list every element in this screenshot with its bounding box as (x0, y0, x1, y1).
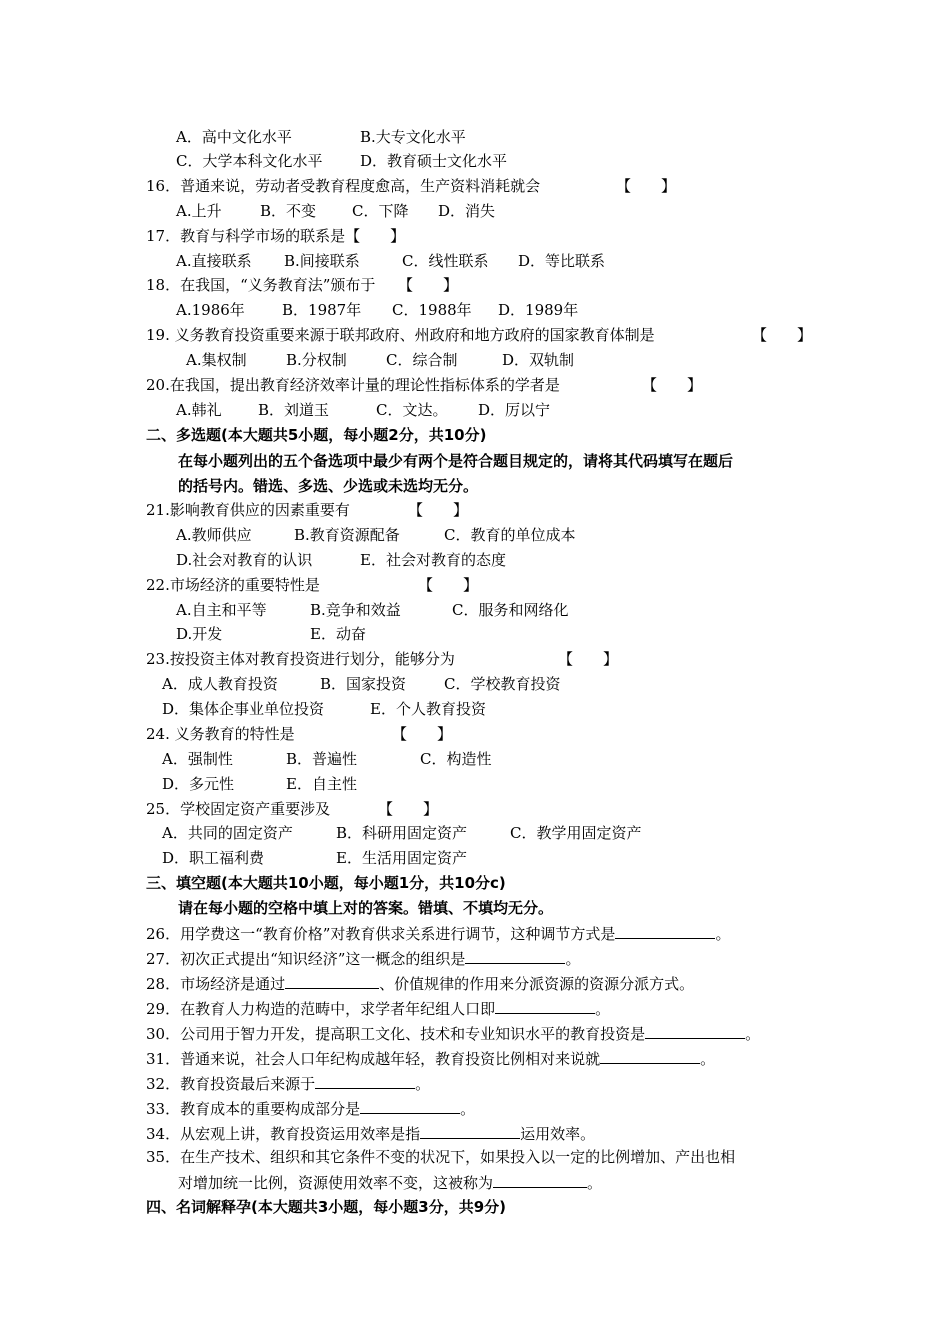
question-text: 35．在生产技术、组织和其它条件不变的状况下，如果投入以一定的比例增加、产出也相 (146, 1148, 736, 1166)
question-text: 18．在我国，“义务教育法”颁布于 (146, 276, 376, 294)
option: D．集体企事业单位投资 (162, 700, 325, 718)
question-text: 22.市场经济的重要特性是 (146, 576, 320, 594)
option: B．刘道玉 (258, 401, 330, 419)
question-text: 16．普通来说，劳动者受教育程度愈高，生产资料消耗就会 (146, 177, 541, 195)
fill-question (146, 998, 610, 1018)
question-text: 。 (415, 1075, 431, 1093)
answer-bracket: 【 】 (378, 800, 439, 818)
option: B.分权制 (286, 351, 347, 369)
fill-question (146, 1147, 735, 1167)
option: C．构造性 (420, 750, 492, 768)
answer-blank[interactable] (495, 998, 595, 1014)
section-instructions: 请在每小题的空格中填上对的答案。错填、不填均无分。 (178, 899, 554, 917)
q24-options-row1 (162, 749, 491, 769)
q22-options-row1 (176, 600, 568, 620)
option: D．1989年 (498, 301, 579, 319)
question-text: 25．学校固定资产重要涉及 (146, 800, 331, 818)
q16-stem (146, 176, 540, 196)
answer-blank[interactable] (315, 1073, 415, 1089)
option: A.教师供应 (176, 526, 252, 544)
answer-bracket: 【 】 (558, 650, 619, 668)
q21-options-row2 (176, 550, 506, 570)
question-text: 32．教育投资最后来源于 (146, 1075, 316, 1093)
option: B．国家投资 (320, 675, 407, 693)
option: C．教学用固定资产 (510, 824, 642, 842)
q22-stem (146, 575, 320, 595)
option: D．职工福利费 (162, 849, 265, 867)
answer-blank[interactable] (615, 923, 715, 939)
fill-question (146, 948, 580, 968)
fill-question (146, 1048, 715, 1068)
section-heading: 二、多选题(本大题共5小题，每小题2分，共10分) (146, 426, 487, 444)
q25-stem (146, 799, 330, 819)
option: D.社会对教育的认识 (176, 551, 313, 569)
question-text: 23.按投资主体对教育投资进行划分，能够分为 (146, 650, 455, 668)
question-text: 30．公司用于智力开发，提高职工文化、技术和专业知识水平的教育投资是 (146, 1025, 646, 1043)
option: A．共同的固定资产 (162, 824, 293, 842)
option: D．教育硕士文化水平 (360, 152, 508, 170)
option: B．不变 (260, 202, 317, 220)
q23-stem (146, 649, 455, 669)
option: C．大学本科文化水平 (176, 152, 323, 170)
option: A．强制性 (162, 750, 233, 768)
option: A．成人教育投资 (162, 675, 278, 693)
option: E．社会对教育的态度 (360, 551, 506, 569)
q24-options-row2 (162, 774, 357, 794)
question-text: 对增加统一比例，资源使用效率不变，这被称为 (178, 1174, 494, 1192)
option: D．厉以宁 (478, 401, 551, 419)
option: D.开发 (176, 625, 223, 643)
option: B.教育资源配备 (294, 526, 400, 544)
q22-options-row2 (176, 624, 366, 644)
question-text: 。 (587, 1174, 603, 1192)
section-heading: 四、名词解释孕(本大题共3小题，每小题3分，共9分) (146, 1198, 507, 1216)
answer-blank[interactable] (493, 1172, 587, 1188)
fill-question (146, 1098, 475, 1118)
q17-stem (146, 226, 405, 246)
option: B．科研用固定资产 (336, 824, 468, 842)
option: D．等比联系 (518, 252, 606, 270)
q20-stem (146, 375, 560, 395)
question-text: 。 (715, 925, 731, 943)
section-heading: 三、填空题(本大题共10小题，每小题1分，共10分c) (146, 874, 506, 892)
q25-options-row2 (162, 848, 467, 868)
option: A.韩礼 (176, 401, 222, 419)
q23-options-row2 (162, 699, 486, 719)
fill-question (146, 1023, 760, 1043)
option: C．服务和网络化 (452, 601, 569, 619)
question-text: 运用效率。 (520, 1125, 596, 1143)
question-text: 20.在我国，提出教育经济效率计量的理论性指标体系的学者是 (146, 376, 560, 394)
question-text: 。 (700, 1050, 716, 1068)
option: B．普遍性 (286, 750, 358, 768)
question-text: 。 (460, 1100, 476, 1118)
answer-bracket: 【 】 (392, 725, 453, 743)
question-text: 31．普通来说，社会人口年纪构成越年轻，教育投资比例相对来说就 (146, 1050, 601, 1068)
question-text: 。 (565, 950, 581, 968)
option: C．1988年 (392, 301, 472, 319)
answer-blank[interactable] (285, 973, 379, 989)
option: C．文达。 (376, 401, 448, 419)
answer-blank[interactable] (360, 1098, 460, 1114)
option: C．综合制 (386, 351, 458, 369)
question-text: 34．从宏观上讲，教育投资运用效率是指 (146, 1125, 421, 1143)
option: B.竞争和效益 (310, 601, 401, 619)
option: D．多元性 (162, 775, 235, 793)
q25-options-row1 (162, 823, 641, 843)
option: A.直接联系 (176, 252, 252, 270)
q15-options-row2 (176, 151, 507, 171)
option: B．1987年 (282, 301, 362, 319)
answer-bracket: 【 】 (752, 326, 813, 344)
q17-options (176, 251, 605, 271)
q20-options (176, 400, 550, 420)
option: C．学校教育投资 (444, 675, 561, 693)
answer-bracket: 【 】 (408, 501, 469, 519)
fill-question-continued (178, 1172, 602, 1192)
q24-stem (146, 724, 295, 744)
q18-stem (146, 275, 375, 295)
question-text: 。 (745, 1025, 761, 1043)
q19-stem (146, 325, 655, 345)
answer-bracket: 【 】 (642, 376, 703, 394)
option: E．生活用固定资产 (336, 849, 467, 867)
question-text: 26．用学费这一“教育价格”对教育供求关系进行调节，这种调节方式是 (146, 925, 616, 943)
option: E．动奋 (310, 625, 366, 643)
question-text: 28．市场经济是通过 (146, 975, 286, 993)
option: B.大专文化水平 (360, 128, 466, 146)
question-text: 24. 义务教育的特性是 (146, 725, 295, 743)
option: C．教育的单位成本 (444, 526, 576, 544)
fill-question (146, 1073, 430, 1093)
section-instructions: 在每小题列出的五个备选项中最少有两个是符合题目规定的，请将其代码填写在题后 (178, 452, 734, 470)
option: A.1986年 (176, 301, 245, 319)
fill-question (146, 923, 730, 943)
answer-blank[interactable] (465, 948, 565, 964)
question-text: 、价值规律的作用来分派资源的资源分派方式。 (379, 975, 695, 993)
fill-question (146, 973, 694, 993)
fill-question (146, 1123, 595, 1143)
answer-blank[interactable] (420, 1123, 520, 1139)
answer-bracket: 【 】 (398, 276, 459, 294)
option: C．下降 (352, 202, 409, 220)
question-text: 19. 义务教育投资重要来源于联邦政府、州政府和地方政府的国家教育体制是 (146, 326, 655, 344)
option: C．线性联系 (402, 252, 489, 270)
answer-bracket: 【 】 (616, 177, 677, 195)
option: A.自主和平等 (176, 601, 267, 619)
option: E．个人教育投资 (370, 700, 486, 718)
q19-options (186, 350, 574, 370)
question-text: 33．教育成本的重要构成部分是 (146, 1100, 361, 1118)
question-text: 29．在教育人力构造的范畴中，求学者年纪组人口即 (146, 1000, 496, 1018)
option: B.间接联系 (284, 252, 360, 270)
q21-options-row1 (176, 525, 575, 545)
question-text: 21.影响教育供应的因素重要有 (146, 501, 350, 519)
question-text: 。 (595, 1000, 611, 1018)
option: A．高中文化水平 (176, 128, 292, 146)
q21-stem (146, 500, 350, 520)
q18-options (176, 300, 578, 320)
option: A.集权制 (186, 351, 247, 369)
q16-options (176, 201, 495, 221)
answer-bracket: 【 】 (418, 576, 479, 594)
answer-blank[interactable] (600, 1048, 700, 1064)
option: D．消失 (438, 202, 496, 220)
option: E．自主性 (286, 775, 357, 793)
option: D．双轨制 (502, 351, 575, 369)
answer-blank[interactable] (645, 1023, 745, 1039)
section-instructions: 的括号内。错选、多选、少选或未选均无分。 (178, 477, 479, 495)
question-text: 27．初次正式提出“知识经济”这一概念的组织是 (146, 950, 466, 968)
option: A.上升 (176, 202, 222, 220)
q23-options-row1 (162, 674, 560, 694)
question-text: 17．教育与科学市场的联系是【 】 (146, 227, 406, 245)
q15-options-row1 (176, 127, 466, 147)
